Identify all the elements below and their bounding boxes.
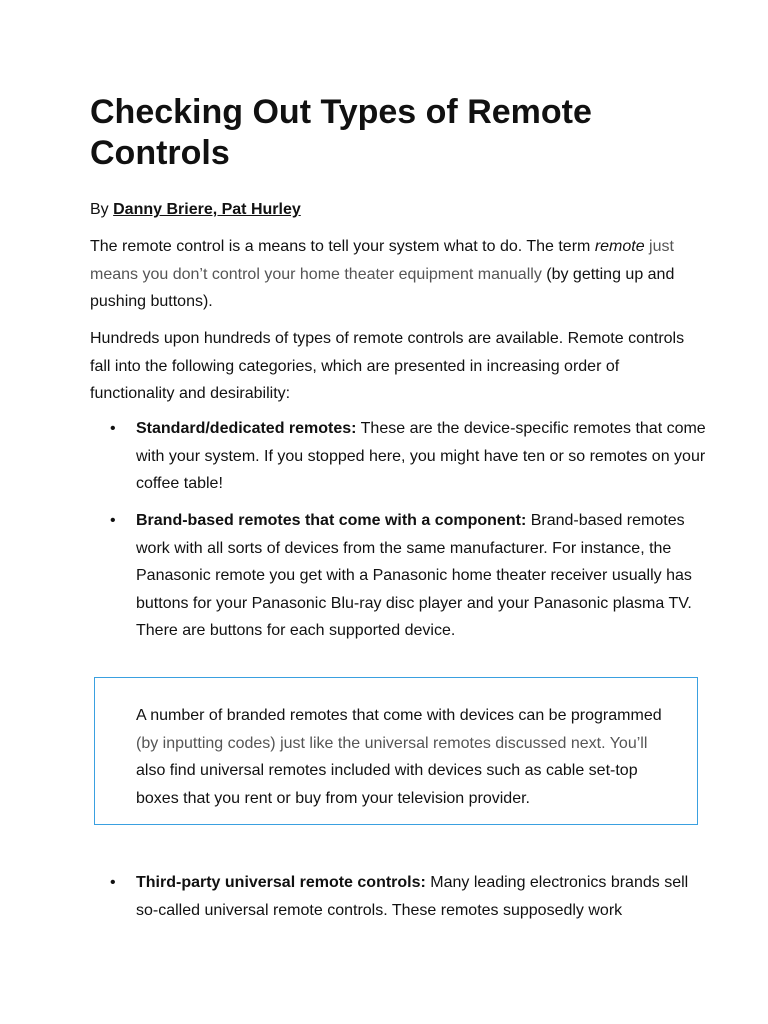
intro-text-1: The remote control is a means to tell your system what to do. The term xyxy=(90,238,595,255)
callout-box xyxy=(94,677,698,825)
bullet-text: These are the device-specific remotes that come with your system. If you stopped here, you might have ten or so remotes on your coffee table! xyxy=(136,420,706,492)
callout-text-2: (by inputting codes) just like the universal remotes discussed next. You’ll xyxy=(136,734,648,752)
categories-paragraph: Hundreds upon hundreds of types of remote controls are available. Remote controls fall into the following categories, which are presented in increasing order of functionality and desirability: xyxy=(90,330,685,402)
bullet-text: Many leading electronics brands sell so-called universal remote controls. These remotes supposedly work xyxy=(136,874,689,919)
author-link[interactable]: Danny Briere, Pat Hurley xyxy=(113,201,301,218)
callout-text-3: also find universal remotes included with devices such as cable set-top boxes that you rent or buy from your television provider. xyxy=(136,762,638,807)
intro-text-2: just means you don’t control your home theater equipment manually xyxy=(90,238,674,283)
bullet-term: Brand-based remotes that come with a component: xyxy=(136,512,527,529)
bullet-text: Brand-based remotes work with all sorts of devices from the same manufacturer. For instance, the Panasonic remote you get with a Panasonic home theater receiver usually has buttons for your Panasonic Blu-ray disc player and your Panasonic plasma TV. There are buttons for each supported device. xyxy=(136,512,692,639)
list-item xyxy=(110,507,710,645)
bullet-list-1 xyxy=(110,415,710,498)
callout-text-1: A number of branded remotes that come with devices can be programmed xyxy=(136,707,662,724)
bullet-term: Third-party universal remote controls: xyxy=(136,874,426,891)
bullet-list-3 xyxy=(110,869,710,924)
byline xyxy=(90,199,301,221)
list-item xyxy=(110,415,710,498)
list-item xyxy=(110,869,710,924)
intro-paragraph xyxy=(90,233,700,316)
bullet-list-2 xyxy=(110,507,710,645)
byline-prefix: By xyxy=(90,201,114,218)
callout-text xyxy=(136,702,681,812)
page-title: Checking Out Types of Remote Controls xyxy=(90,93,592,172)
intro-text-3: (by getting up and pushing buttons). xyxy=(90,265,675,310)
bullet-term: Standard/dedicated remotes: xyxy=(136,420,357,437)
intro-emphasis: remote xyxy=(594,238,645,255)
